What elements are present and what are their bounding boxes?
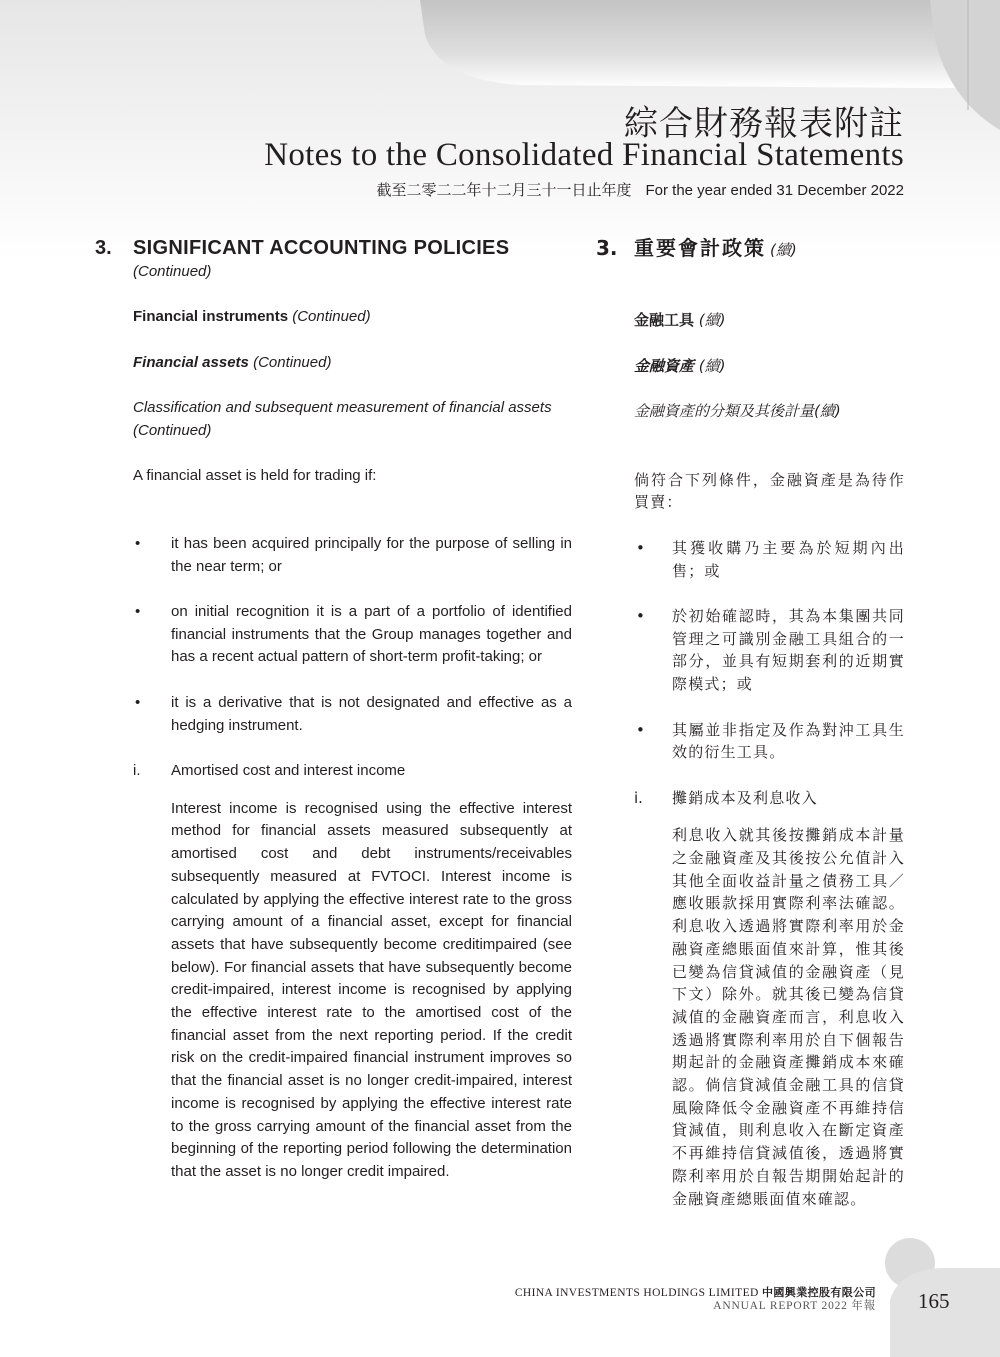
bullet-text: on initial recognition it is a part of a portfolio of identified financial instruments that the Group manages together and has a recent actual pattern of short-term profit-taking; or xyxy=(171,603,572,666)
fi-heading-text-zh: 金融工具 xyxy=(634,311,695,329)
bullet-text: it is a derivative that is not designated and effective as a hedging instrument. xyxy=(171,693,572,734)
section-continued: (Continued) xyxy=(133,263,212,280)
chinese-column xyxy=(596,234,905,1210)
company-name-en: CHINA INVESTMENTS HOLDINGS LIMITED xyxy=(514,1287,759,1299)
bullet-icon: • xyxy=(636,538,645,557)
section-heading xyxy=(95,234,572,262)
numbered-item-heading-zh xyxy=(596,787,905,810)
fi-heading-text: Financial instruments xyxy=(133,308,289,325)
section-number-zh: 3. xyxy=(596,236,618,260)
section-title-zh: 重要會計政策 xyxy=(634,236,766,260)
list-item-zh xyxy=(596,719,905,764)
footer-report: ANNUAL REPORT 2022 年報 xyxy=(713,1300,876,1312)
financial-instruments-heading xyxy=(95,306,572,329)
fi-continued-text: (Continued) xyxy=(292,308,371,325)
item-heading-text-zh: 攤銷成本及利息收入 xyxy=(672,788,818,807)
item-marker-zh: i. xyxy=(634,788,643,807)
item-body: Interest income is recognised using the effective interest method for financial assets measured subsequently at amortised cost and debt instruments/receivables subsequently measured at FVTOCI. Interest income is calculated by applying the effective interest rate to the gross carrying amount of a financial asset, except for financial assets that have subsequently become creditimpaired (see below). For financial assets that have subsequently become credit-impaired, interest income is recognised by applying the effective interest rate to the amortised cost of the financial asset from the next reporting period. If the credit risk on the credit-impaired financial instrument improves so that the financial asset is no longer credit-impaired, interest income is recognised by applying the effective interest rate to the gross carrying amount of the financial asset from the beginning of the reporting period following the determination that the asset is no longer credit impaired. xyxy=(171,799,572,1180)
list-item xyxy=(95,601,572,669)
section-number: 3. xyxy=(95,237,112,259)
bullet-icon: • xyxy=(636,607,645,626)
fa-continued-text-zh: (續) xyxy=(698,356,726,375)
period-english: For the year ended 31 December 2022 xyxy=(645,182,904,199)
header-shape-main xyxy=(420,0,1000,88)
title-chinese: 綜合財務報表附註 xyxy=(624,104,904,144)
list-item xyxy=(95,533,572,578)
bullet-text-zh: 於初始確認時，其為本集團共同管理之可識別金融工具組合的一部分，並具有短期套利的近期實際模式；或 xyxy=(672,607,905,693)
list-item xyxy=(95,692,572,737)
fa-continued-text: (Continued) xyxy=(253,353,332,371)
financial-instruments-heading-zh xyxy=(596,309,905,332)
held-for-trading-intro-zh: 倘符合下列條件，金融資產是為待作買賣： xyxy=(634,470,905,512)
bullet-text: it has been acquired principally for the purpose of selling in the near term; or xyxy=(171,534,572,575)
financial-assets-heading-zh xyxy=(596,355,905,378)
fa-heading-text: Financial assets xyxy=(133,353,249,371)
english-column xyxy=(95,234,572,1184)
bullet-text-zh: 其屬並非指定及作為對沖工具生效的衍生工具。 xyxy=(672,720,905,762)
list-item-zh xyxy=(596,605,905,695)
item-heading-text: Amortised cost and interest income xyxy=(171,762,406,780)
bullet-icon: • xyxy=(135,603,141,621)
company-name-zh: 中國興業控股有限公司 xyxy=(762,1286,876,1299)
bullet-icon: • xyxy=(135,534,141,552)
page-number: 165 xyxy=(918,1289,950,1313)
bullet-text-zh: 其獲收購乃主要為於短期內出售；或 xyxy=(672,538,905,580)
fi-continued-text-zh: (續) xyxy=(698,311,726,329)
period-chinese: 截至二零二二年十二月三十一日止年度 xyxy=(376,181,632,199)
bullet-icon: • xyxy=(636,720,645,739)
section-heading-zh xyxy=(596,234,905,264)
bullet-icon: • xyxy=(135,693,141,711)
item-marker: i. xyxy=(133,762,141,780)
financial-assets-heading xyxy=(95,352,572,375)
period-line xyxy=(376,179,904,200)
classification-heading-zh: 金融資產的分類及其後計量(續) xyxy=(634,402,841,421)
fa-heading-text-zh: 金融資產 xyxy=(634,356,695,375)
held-for-trading-intro: A financial asset is held for trading if: xyxy=(133,467,377,485)
classification-heading: Classification and subsequent measurement of financial assets (Continued) xyxy=(133,399,552,439)
title-english: Notes to the Consolidated Financial Statements xyxy=(264,137,904,173)
section-continued-zh: (續) xyxy=(770,241,797,259)
section-title: SIGNIFICANT ACCOUNTING POLICIES xyxy=(133,237,510,259)
item-body-zh: 利息收入就其後按攤銷成本計量之金融資產及其後按公允值計入其他全面收益計量之債務工具／應收賬款採用實際利率法確認。利息收入透過將實際利率用於金融資產總賬面值來計算，惟其後已變為信貸減值的金融資產（見下文）除外。就其後已變為信貸減值的金融資產而言，利息收入透過將實際利率用於自下個報告期起計的金融資產攤銷成本來確認。倘信貸減值金融工具的信貸風險降低令金融資產不再維持信貸減值，則利息收入在斷定資產不再維持信貸減值後，透過將實際利率用於自報告期開始起計的金融資產總賬面值來確認。 xyxy=(672,826,905,1208)
list-item-zh xyxy=(596,537,905,582)
numbered-item-heading xyxy=(95,760,572,783)
